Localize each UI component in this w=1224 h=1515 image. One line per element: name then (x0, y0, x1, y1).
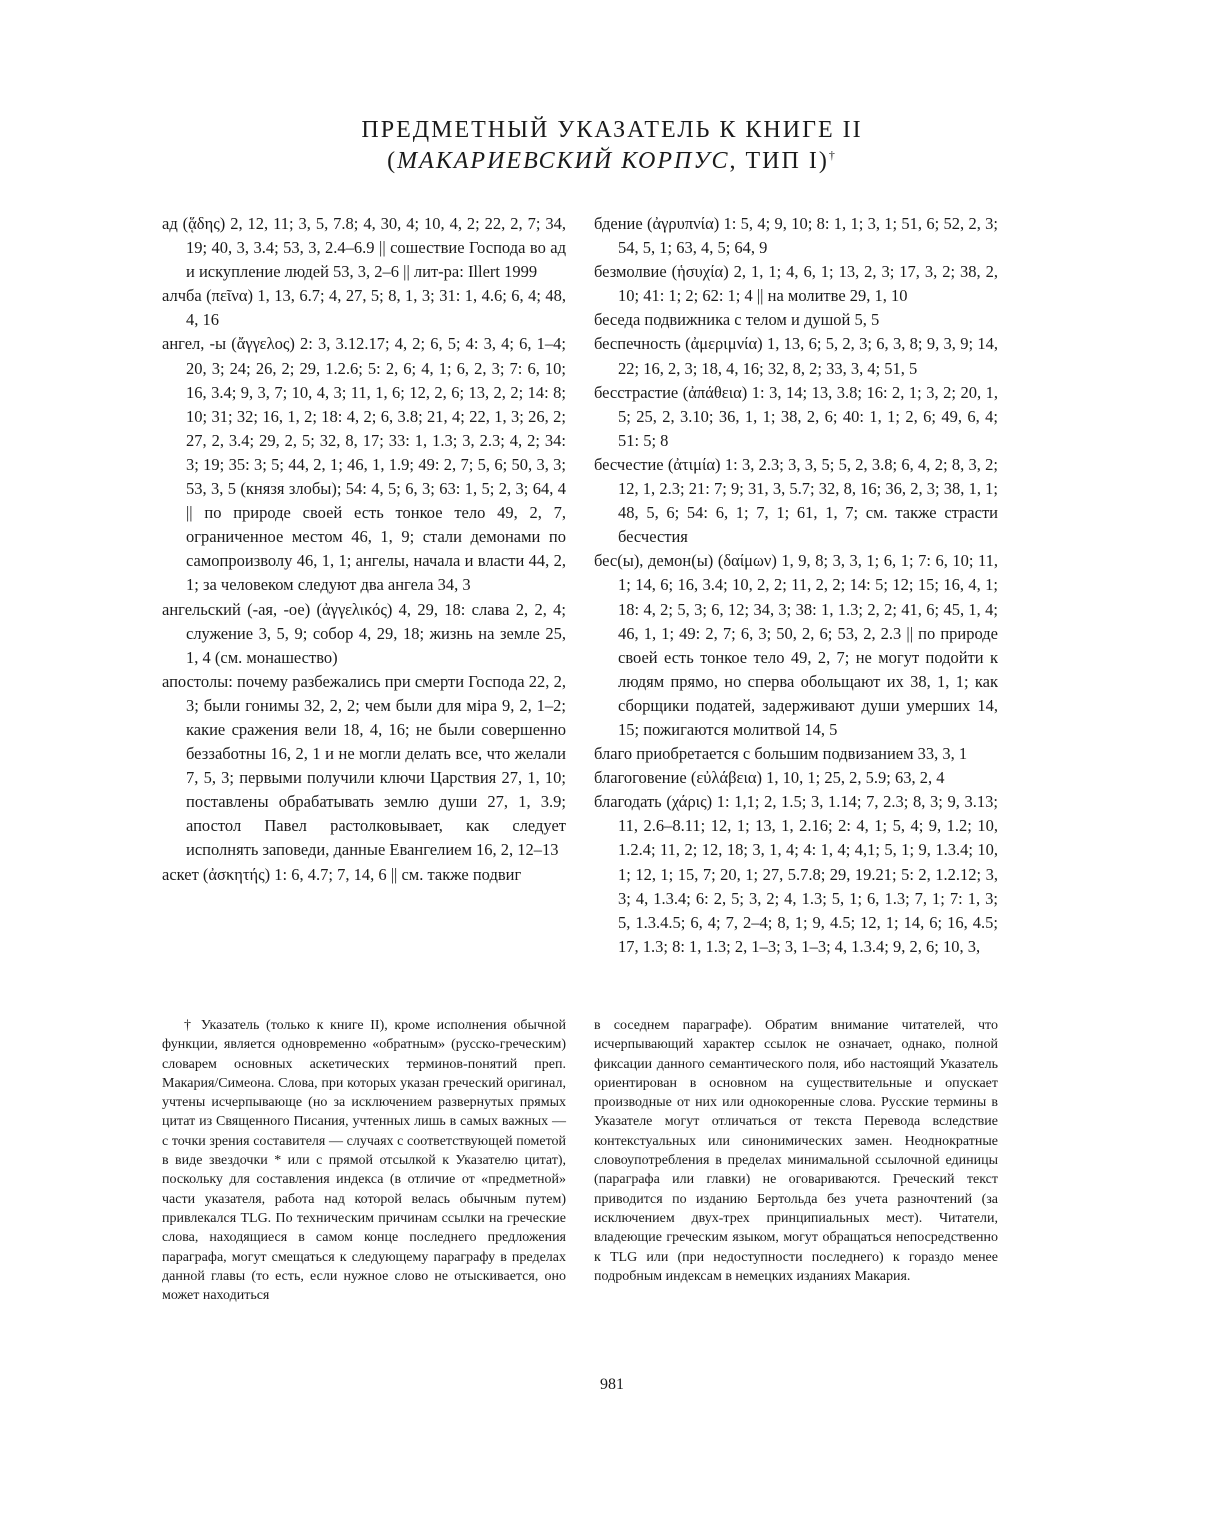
index-entry: бдение (ἀγρυπνία) 1: 5, 4; 9, 10; 8: 1, 1; 3, 1; 51, 6; 52, 2, 3; 54, 5, 1; 63, 4, 5; 64, 9 (594, 214, 998, 258)
index-entry: безмолвие (ἡσυχία) 2, 1, 1; 4, 6, 1; 13, 2, 3; 17, 3, 2; 38, 2, 10; 41: 1; 2; 62: 1; 4 || на молитве 29, 1, 10 (594, 262, 998, 306)
index-entry: апостолы: почему разбежались при смерти Господа 22, 2, 3; были гонимы 32, 2, 2; чем были для міра 9, 2, 1–2; какие сражения вели 18, 4, 16; не были совершенно беззаботны 16, 2, 1 и не могли делать все, что желали 7, 5, 3; первыми получили ключи Царствия 27, 1, 10; поставлены обрабатывать землю души 27, 1, 3.9; апостол Павел растолковывает, как следует исполнять заповеди, данные Евангелием 16, 2, 12–13 (162, 671, 566, 860)
footnote-mark: † (828, 148, 837, 162)
index-entry: беспечность (ἀμεριμνία) 1, 13, 6; 5, 2, 3; 6, 3, 8; 9, 3, 9; 14, 22; 16, 2, 3; 18, 4, 16; 32, 8, 2; 33, 3, 4; 51, 5 (594, 334, 998, 378)
index-entry: беседа подвижника с телом и душой 5, 5 (594, 310, 880, 330)
index-entry: бесстрастие (ἀπάθεια) 1: 3, 14; 13, 3.8; 16: 2, 1; 3, 2; 20, 1, 5; 25, 2, 3.10; 36, 1, 1; 38, 2, 6; 40: 1, 1; 2, 6; 49, 6, 4; 51: 5; 8 (594, 382, 998, 450)
index-entry: аскет (ἀσκητής) 1: 6, 4.7; 7, 14, 6 || см. также подвиг (162, 864, 522, 884)
index-entry: ад (ᾅδης) 2, 12, 11; 3, 5, 7.8; 4, 30, 4; 10, 4, 2; 22, 2, 7; 34, 19; 40, 3, 3.4; 53, 3, 2.4–6.9 || сошествие Господа во ад и искупление людей 53, 3, 2–6 || лит-ра: Illert 1999 (162, 214, 566, 282)
page-title (0, 118, 1224, 174)
index-entry: ангел, -ы (ἄγγελος) 2: 3, 3.12.17; 4, 2; 6, 5; 4: 3, 4; 6, 1–4; 20, 3; 24; 26, 2; 29, 1.2.6; 5: 2, 6; 4, 1; 6, 2, 3; 7: 6, 10; 16, 3.4; 9, 3, 7; 10, 4, 3; 11, 1, 6; 12, 2, 6; 13, 2, 2; 14: 8; 10; 31; 32; 16, 1, 2; 18: 4, 2; 6, 3.8; 21, 4; 22, 1, 3; 26, 2; 27, 2, 3.4; 29, 2, 5; 32, 8, 17; 33: 1, 1.3; 3, 2.3; 4, 2; 34: 3; 19; 35: 3; 5; 44, 2, 1; 46, 1, 1.9; 49: 2, 7; 5, 6; 50, 3, 3; 53, 3, 5 (князя злобы); 54: 4, 5; 6, 3; 63: 1, 5; 2, 3; 64, 4 || по природе своей есть тонкое тело 49, 2, 7, ограниченное местом 46, 1, 9; стали демонами по самопроизволу 46, 1, 1; ангелы, начала и власти 44, 2, 1; за человеком следуют два ангела 34, 3 (162, 334, 566, 595)
index-entry: алчба (πεῖνα) 1, 13, 6.7; 4, 27, 5; 8, 1, 3; 31: 1, 4.6; 6, 4; 48, 4, 16 (162, 286, 566, 330)
index-column-left (162, 212, 566, 887)
title-line-1: ПРЕДМЕТНЫЙ УКАЗАТЕЛЬ К КНИГЕ II (361, 117, 863, 143)
index-entry: бес(ы), демон(ы) (δαίμων) 1, 9, 8; 3, 3, 1; 6, 1; 7: 6, 10; 11, 1; 14, 6; 16, 3.4; 10, 2, 2; 11, 2, 2; 14: 5; 12; 15; 16, 4, 1; 18: 4, 2; 5, 3; 6, 12; 34, 3; 38: 1, 1.3; 2, 2; 41, 6; 45, 1, 4; 46, 1, 1; 49: 2, 7; 6, 3; 50, 2, 6; 53, 2, 2.3 || по природе своей есть тонкое тело 49, 2, 7; не могут подойти к людям прямо, но сперва обольщают их 38, 1, 1; как сборщики податей, задерживают души умерших 14, 15; пожигаются молитвой 14, 5 (594, 551, 998, 739)
footnote-left (162, 1016, 566, 1305)
footnote-right (594, 1016, 998, 1286)
footnote-text-continued: в соседнем параграфе). Обратим внимание читателей, что исчерпывающий характер ссылок не означает, однако, полной фиксации данного семантического поля, ибо настоящий Указатель ориентирован в основном на существительные и опускает производные от них или однокоренные слова. Русские термины в Указателе могут отличаться от текста Перевода вследствие контекстуальных или синонимических замен. Неоднократные словоупотребления в пределах минимальной ссылочной единицы (параграфа или главки) не оговариваются. Греческий текст приводится по изданию Бертольда без учета разночтений (за исключением двух-трех принципиальных мест). Читатели, владеющие греческим языком, могут обращаться непосредственно к TLG или (при недоступности последнего) к гораздо менее подробным индексам в немецких изданиях Макария. (594, 1018, 998, 1284)
footnote-text: † Указатель (только к книге II), кроме исполнения обычной функции, является одновременно «обратным» (русско-греческим) словарем основных аскетических терминов-понятий преп. Макария/Симеона. Слова, при которых указан греческий оригинал, учтены исчерпывающе (но за исключением развернутых прямых цитат из Священного Писания, учтенных лишь в самых важных — с точки зрения составителя — случаях с соответствующей пометой в виде звездочки * или с прямой отсылкой к Указателю цитат), поскольку для составления индекса (в отличие от «предметной» части указателя, работа над которой велась обычным путем) привлекался TLG. По техническим причинам ссылки на греческие слова, находящиеся в самом конце последнего предложения параграфа, могут смещаться к следующему параграфу в пределах данной главы (то есть, если нужное слово не отыскивается, оно может находиться (162, 1018, 566, 1304)
page-number: 981 (600, 1376, 624, 1393)
title-line-2: (МАКАРИЕВСКИЙ КОРПУС, ТИП I)† (387, 148, 837, 174)
index-entry: ангельский (-ая, -ое) (ἀγγελικός) 4, 29, 18: слава 2, 2, 4; служение 3, 5, 9; собор 4, 29, 18; жизнь на земле 25, 1, 4 (см. монашество) (162, 599, 566, 667)
index-entry: благодать (χάρις) 1: 1,1; 2, 1.5; 3, 1.14; 7, 2.3; 8, 3; 9, 3.13; 11, 2.6–8.11; 12, 1; 13, 1, 2.16; 2: 4, 1; 5, 4; 9, 1.2; 10, 1.2.4; 11, 2; 12, 18; 3, 1, 4; 4: 1, 4; 4,1; 5, 1; 9, 1.3.4; 10, 1; 12, 1; 15, 7; 20, 1; 27, 5.7.8; 29, 19.21; 5: 2, 1.2.12; 3, 3; 4, 1.3.4; 6: 2, 5; 3, 2; 4, 1.3; 5, 1; 6, 1.3; 7, 1; 7: 1, 3; 5, 1.3.4.5; 6, 4; 7, 2–4; 8, 1; 9, 4.5; 12, 1; 14, 6; 16, 4.5; 17, 1.3; 8: 1, 1.3; 2, 1–3; 3, 1–3; 4, 1.3.4; 9, 2, 6; 10, 3, (594, 792, 998, 956)
index-entry: благо приобретается с большим подвизанием 33, 3, 1 (594, 744, 968, 764)
index-column-right (594, 212, 998, 959)
index-entry: бесчестие (ἀτιμία) 1: 3, 2.3; 3, 3, 5; 5, 2, 3.8; 6, 4, 2; 8, 3, 2; 12, 1, 2.3; 21: 7; 9; 31, 3, 5.7; 32, 8, 16; 36, 2, 3; 38, 1, 1; 48, 5, 6; 54: 6, 1; 7, 1; 61, 1, 7; см. также страсти бесчестия (594, 454, 998, 547)
title-italic: МАКАРИЕВСКИЙ КОРПУС (397, 148, 730, 174)
index-entry: благоговение (εὐλάβεια) 1, 10, 1; 25, 2, 5.9; 63, 2, 4 (594, 768, 945, 788)
